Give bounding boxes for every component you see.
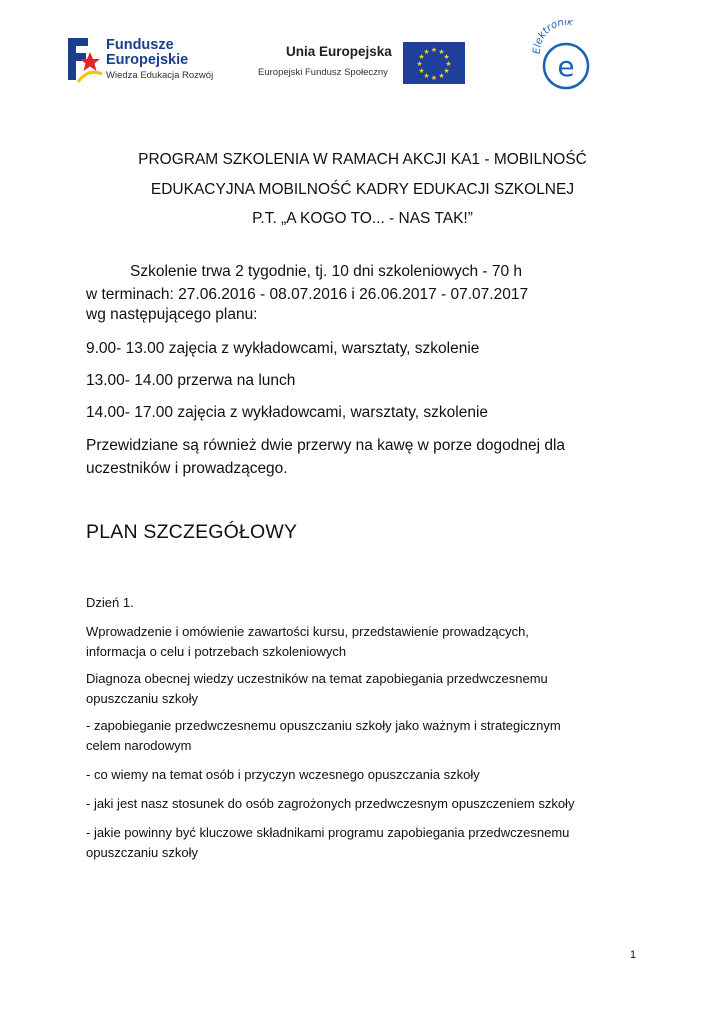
svg-text:★: ★ xyxy=(423,48,430,56)
svg-text:★: ★ xyxy=(438,72,445,80)
svg-text:★: ★ xyxy=(423,72,430,80)
unia-europejska-logo xyxy=(258,42,468,86)
fe-subtitle: Wiedza Edukacja Rozwój xyxy=(106,70,214,81)
list-item: - co wiemy na temat osób i przyczyn wczesnego opuszczania szkoły xyxy=(86,767,480,782)
list-item: - zapobieganie przedwczesnemu opuszczaniu szkoły jako ważnym i strategicznym celem narodowym xyxy=(86,718,561,753)
heading-line-3: P.T. „A KOGO TO... - NAS TAK!” xyxy=(252,210,473,227)
intro-line-2: w terminach: 27.06.2016 - 08.07.2016 i 26.06.2017 - 07.07.2017 xyxy=(86,286,529,303)
heading-line-2: EDUKACYJNA MOBILNOŚĆ KADRY EDUKACJI SZKOLNEJ xyxy=(150,181,575,198)
list-item: - jakie powinny być kluczowe składnikami programu zapobiegania przedwczesnemu opuszczaniu szkoły xyxy=(86,825,570,860)
ue-subtitle: Europejski Fundusz Społeczny xyxy=(258,67,388,78)
schedule-item: 14.00- 17.00 zajęcia z wykładowcami, warsztaty, szkolenie xyxy=(86,404,489,421)
svg-text:★: ★ xyxy=(445,60,452,68)
svg-text:★: ★ xyxy=(438,48,445,56)
fundusze-europejskie-logo xyxy=(66,34,226,86)
svg-text:★: ★ xyxy=(416,60,423,68)
list-item: - jaki jest nasz stosunek do osób zagrożonych przedwczesnym opuszczeniem szkoły xyxy=(86,796,575,811)
day-label: Dzień 1. xyxy=(86,595,134,610)
schedule-item: 13.00- 14.00 przerwa na lunch xyxy=(86,372,296,389)
svg-text:★: ★ xyxy=(418,67,425,75)
svg-text:★: ★ xyxy=(443,53,450,61)
list-item: Diagnoza obecnej wiedzy uczestników na temat zapobiegania przedwczesnemu opuszczaniu szkoły xyxy=(86,671,548,706)
breaks-note-line-2: uczestników i prowadzącego. xyxy=(86,460,288,477)
eu-flag-icon xyxy=(403,42,465,84)
svg-text:★: ★ xyxy=(430,74,438,82)
fe-title: Fundusze Europejskie xyxy=(106,37,189,68)
page-number: 1 xyxy=(630,949,637,961)
svg-text:★: ★ xyxy=(443,67,450,75)
list-item: Wprowadzenie i omówienie zawartości kursu, przedstawienie prowadzących, informacja o celu i potrzebach szkoleniowych xyxy=(86,624,529,659)
svg-text:★: ★ xyxy=(430,46,438,54)
section-title: PLAN SZCZEGÓŁOWY xyxy=(86,521,298,543)
schedule-item: 9.00- 13.00 zajęcia z wykładowcami, warsztaty, szkolenie xyxy=(86,340,480,357)
breaks-note-line-1: Przewidziane są również dwie przerwy na kawę w porze dogodnej dla xyxy=(86,437,566,454)
heading-line-1: PROGRAM SZKOLENIA W RAMACH AKCJI KA1 - MOBILNOŚĆ xyxy=(138,151,587,168)
elektronik-letter: e xyxy=(557,50,575,83)
elektronik-e-icon xyxy=(528,20,604,96)
intro-line-1: Szkolenie trwa 2 tygodnie, tj. 10 dni szkoleniowych - 70 h xyxy=(130,263,523,280)
intro-line-3: wg następującego planu: xyxy=(86,306,258,323)
elektronik-logo xyxy=(528,20,604,96)
ue-title: Unia Europejska xyxy=(286,44,392,59)
elektronik-arc-text: Elektronik xyxy=(531,20,574,55)
fe-star-icon xyxy=(66,34,104,84)
svg-text:★: ★ xyxy=(418,53,425,61)
